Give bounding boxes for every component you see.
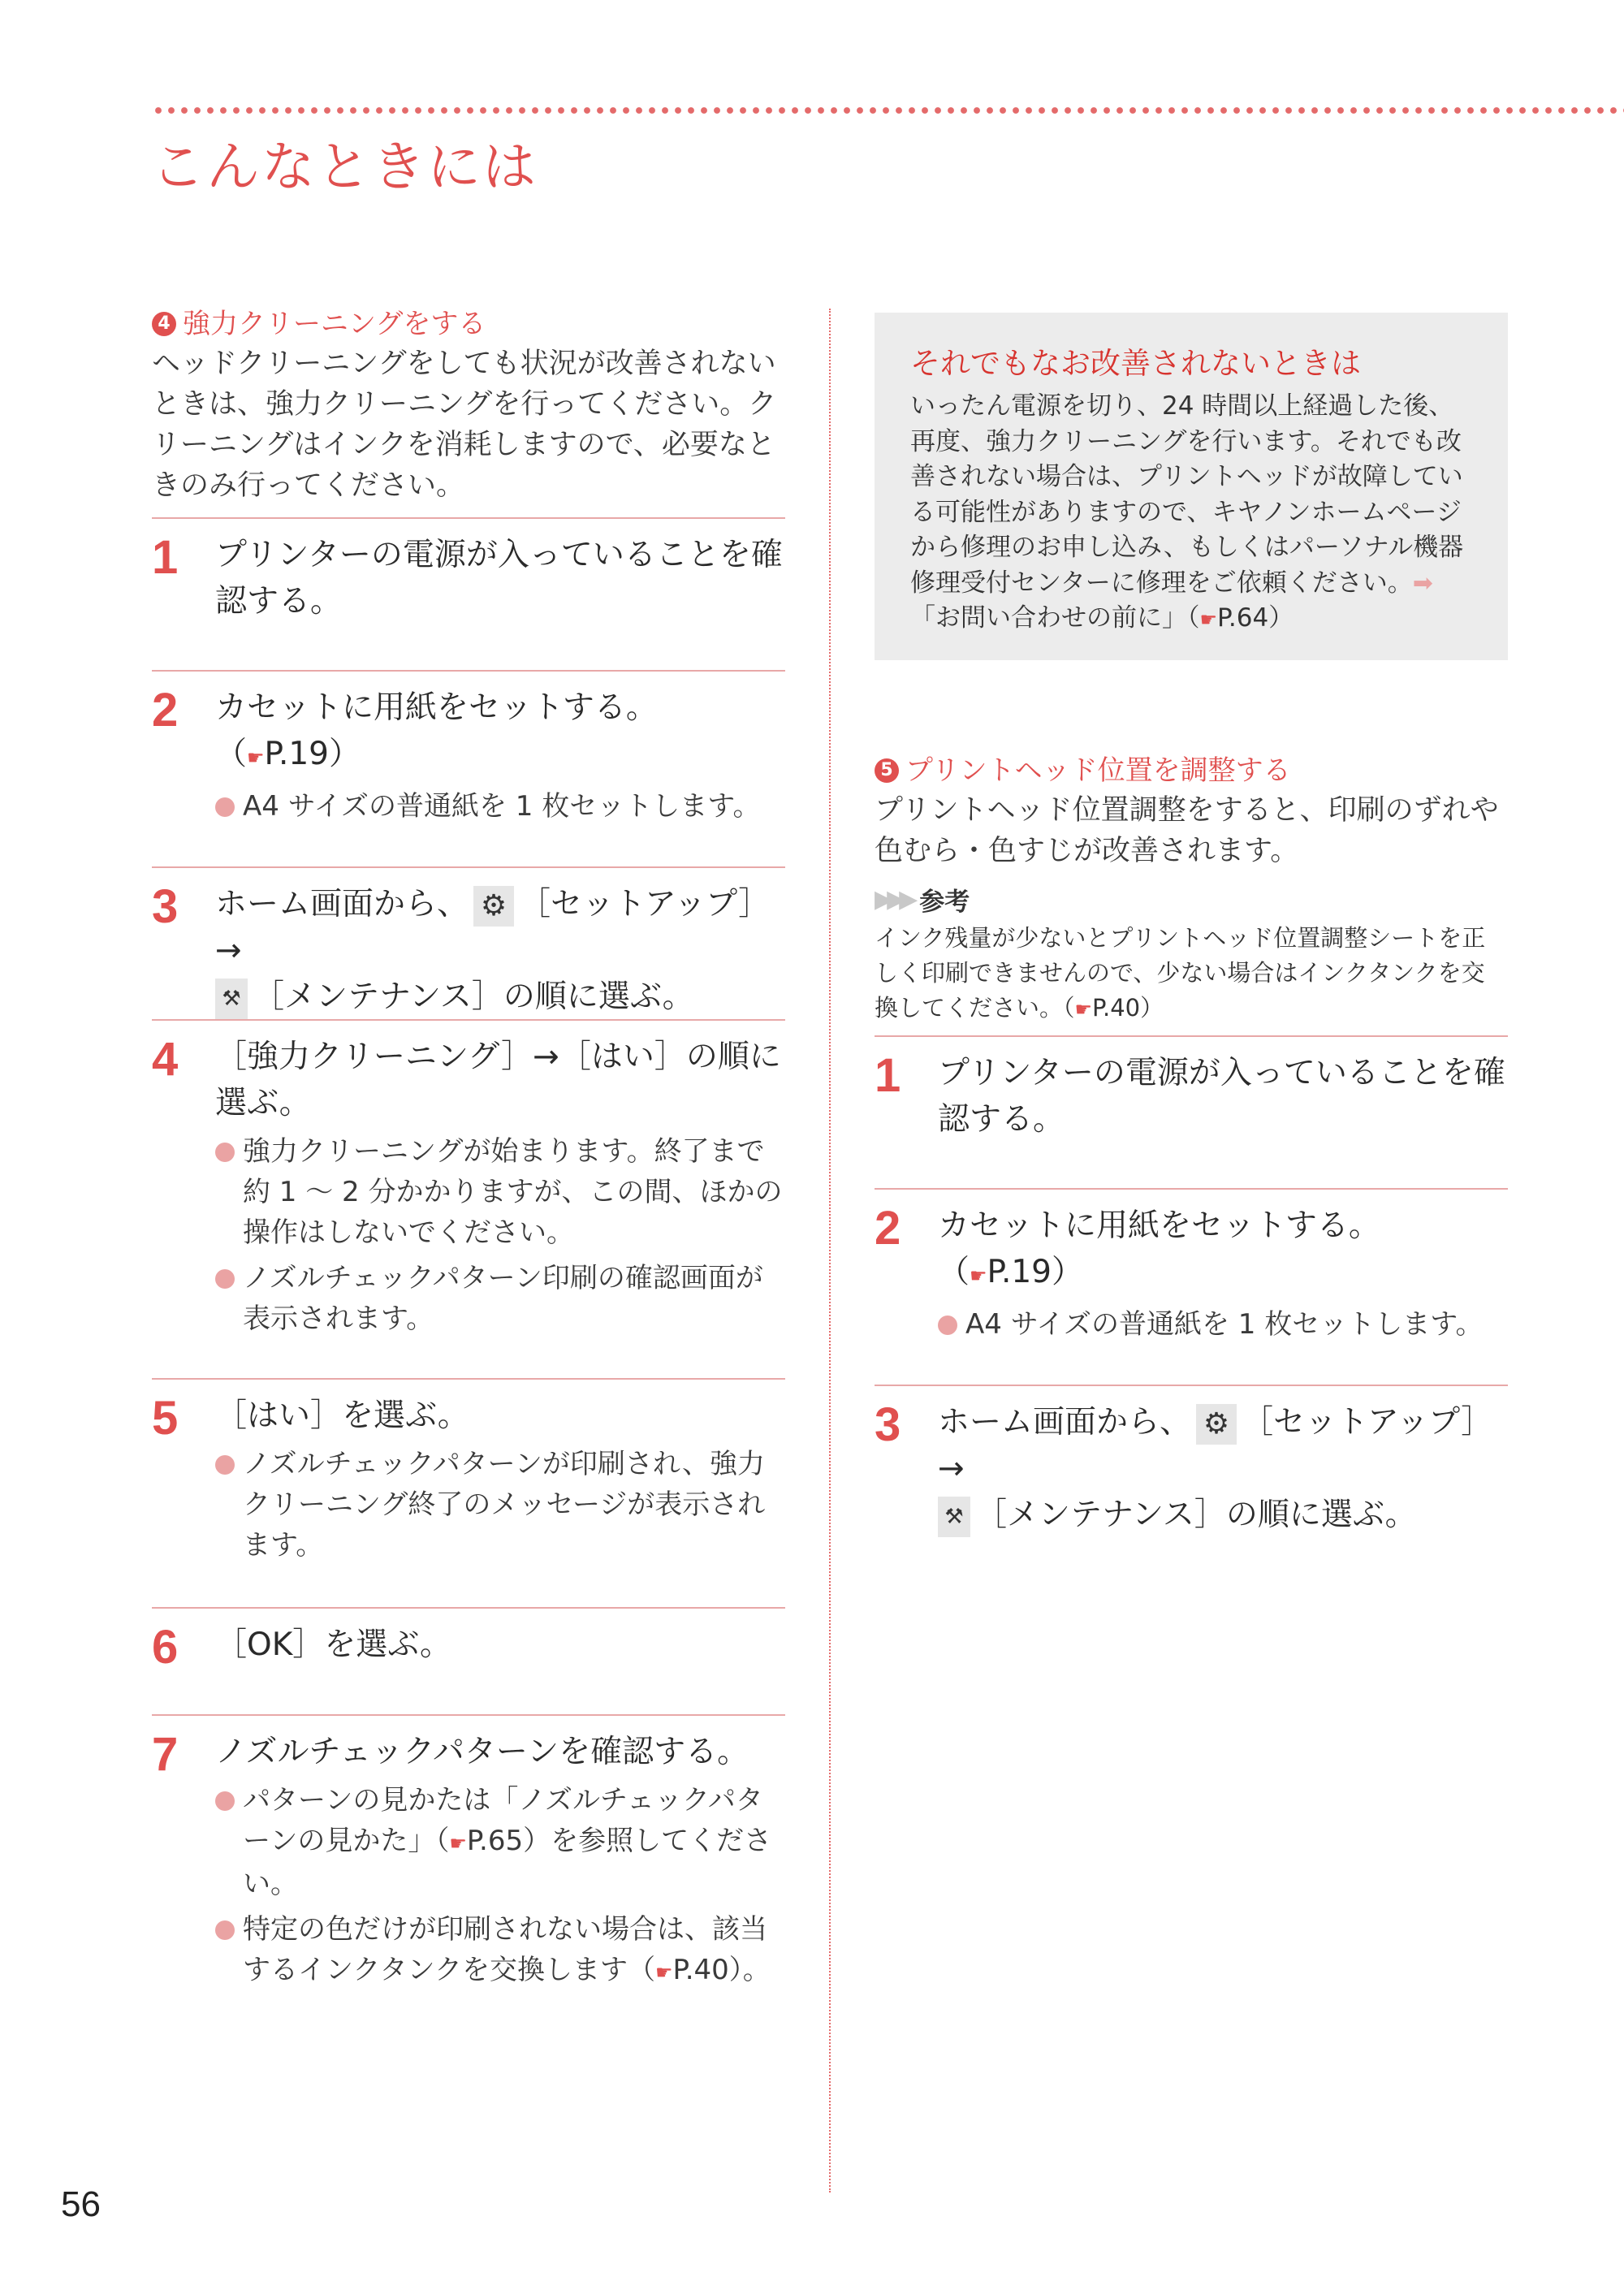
step-text: ［OK］を選ぶ。 bbox=[215, 1627, 452, 1663]
bullet-item: A4 サイズの普通紙を 1 枚セットします。 bbox=[938, 1304, 1508, 1345]
step-text: プリンターの電源が入っていることを確認する。 bbox=[215, 537, 783, 620]
page-ref-link[interactable]: P.19 bbox=[987, 1254, 1052, 1290]
bullet-item: 強力クリーニングが始まります。終了まで約 1 ～ 2 分かかりますが、この間、ほかの操作はしないでください。 bbox=[215, 1131, 785, 1253]
page-number: 56 bbox=[61, 2184, 101, 2224]
ref-open: （ bbox=[215, 736, 248, 772]
reference-note bbox=[875, 921, 1508, 1027]
section-intro: ヘッドクリーニングをしても状況が改善されないときは、強力クリーニングを行ってください。クリーニングはインクを消耗しますので、必要なときのみ行ってください。 bbox=[152, 348, 777, 502]
reference-note-text: インク残量が少ないとプリントヘッド位置調整シートを正しく印刷できませんので、少ない場合はインクタンクを交換してください。（ bbox=[875, 924, 1486, 1022]
pointer-icon: ☛ bbox=[1074, 998, 1093, 1021]
bullet-text: ）。 bbox=[728, 1954, 771, 1986]
step-number: 1 bbox=[152, 531, 179, 584]
ref-close: ） bbox=[1052, 1254, 1084, 1290]
ref-close: ） bbox=[329, 736, 361, 772]
page-ref-link[interactable]: P.40 bbox=[672, 1954, 729, 1986]
step-text: ［はい］を選ぶ。 bbox=[215, 1398, 469, 1434]
step-text bbox=[215, 672, 785, 781]
tools-icon: ⚒ bbox=[215, 979, 248, 1019]
pointer-icon: ☛ bbox=[449, 1832, 467, 1855]
arrow-right-icon: ➡ bbox=[1412, 568, 1433, 598]
note-box bbox=[875, 313, 1508, 660]
section-number-badge: 4 bbox=[152, 312, 176, 336]
bullet-item bbox=[215, 1909, 785, 1993]
page-ref-link[interactable]: P.19 bbox=[264, 736, 329, 772]
section-title: 強力クリーニングをする bbox=[183, 308, 486, 340]
step-7 bbox=[152, 1714, 785, 2041]
bullet-item: A4 サイズの普通紙を 1 枚セットします。 bbox=[215, 786, 785, 827]
bullet-text: 特定の色だけが印刷されない場合は、該当するインクタンクを交換します（ bbox=[243, 1913, 767, 1986]
step-text bbox=[215, 868, 785, 1020]
reference-label: 参考 bbox=[919, 888, 970, 917]
section-number-badge: 5 bbox=[875, 758, 899, 783]
note-box-body: いったん電源を切り、24 時間以上経過した後、再度、強力クリーニングを行います。それでも改善されない場合は、プリントヘッドが故障している可能性がありますので、キヤノンホームページから修理のお申し込み、もしくはパーソナル機器修理受付センターに修理をご依頼ください。 bbox=[910, 391, 1464, 598]
note-box-text bbox=[910, 389, 1472, 638]
step-6 bbox=[152, 1607, 785, 1714]
gear-icon: ⚙ bbox=[473, 886, 514, 927]
step-text-part: ［メンテナンス］の順に選ぶ。 bbox=[253, 979, 694, 1015]
step-text-part: ［メンテナンス］の順に選ぶ。 bbox=[975, 1497, 1417, 1533]
step-2 bbox=[875, 1188, 1508, 1385]
ref-open: （ bbox=[938, 1254, 970, 1290]
step-2 bbox=[152, 670, 785, 866]
step-number: 5 bbox=[152, 1392, 179, 1445]
step-1 bbox=[875, 1035, 1508, 1188]
step-text-main: カセットに用紙をセットする。 bbox=[938, 1207, 1380, 1244]
bullet-item bbox=[215, 1780, 785, 1904]
section-intro: プリントヘッド位置調整をすると、印刷のずれや色むら・色すじが改善されます。 bbox=[875, 794, 1499, 867]
section-title: プリントヘッド位置を調整する bbox=[905, 754, 1291, 787]
step-number: 4 bbox=[152, 1033, 179, 1086]
note-box-title: それでもなお改善されないときは bbox=[910, 346, 1361, 381]
step-text-part: ［セットアップ］→ bbox=[215, 886, 771, 969]
reference-heading bbox=[875, 881, 1508, 918]
page-ref-link[interactable]: P.40 bbox=[1092, 994, 1141, 1022]
bullet-item: ノズルチェックパターン印刷の確認画面が表示されます。 bbox=[215, 1258, 785, 1339]
right-column bbox=[875, 751, 1508, 1537]
note-box-body: 「お問い合わせの前に」（ bbox=[910, 603, 1200, 633]
note-box-body: ） bbox=[1268, 603, 1294, 633]
step-text: プリンターの電源が入っていることを確認する。 bbox=[938, 1055, 1505, 1138]
bullet-text: パターンの見かたは「ノズルチェックパターンの見かた」（ bbox=[243, 1784, 763, 1857]
left-column bbox=[152, 305, 785, 2041]
step-text-part: ［セットアップ］→ bbox=[938, 1404, 1493, 1487]
step-text: ノズルチェックパターンを確認する。 bbox=[215, 1734, 749, 1770]
section-heading-4 bbox=[152, 305, 785, 343]
step-number: 2 bbox=[152, 684, 179, 737]
pointer-icon: ☛ bbox=[970, 1264, 987, 1287]
pointer-icon: ☛ bbox=[247, 746, 265, 769]
pointer-icon: ☛ bbox=[654, 1961, 673, 1984]
step-text: ［強力クリーニング］→［はい］の順に選ぶ。 bbox=[215, 1039, 781, 1121]
pointer-icon: ☛ bbox=[1199, 608, 1218, 631]
step-number: 1 bbox=[875, 1049, 901, 1102]
step-number: 3 bbox=[152, 880, 179, 933]
bullet-text: ）を参照してください。 bbox=[243, 1825, 772, 1900]
step-3 bbox=[152, 866, 785, 1019]
page-ref-link[interactable]: P.65 bbox=[466, 1825, 524, 1857]
step-number: 7 bbox=[152, 1728, 179, 1781]
step-text-part: ホーム画面から、 bbox=[215, 886, 469, 922]
step-number: 2 bbox=[875, 1202, 901, 1255]
step-3 bbox=[875, 1385, 1508, 1537]
chevrons-icon: ▶▶▶ bbox=[875, 885, 912, 914]
reference-note-text: ） bbox=[1140, 994, 1164, 1022]
section-heading-5 bbox=[875, 751, 1508, 790]
step-4 bbox=[152, 1019, 785, 1378]
step-text bbox=[938, 1190, 1508, 1299]
tools-icon: ⚒ bbox=[938, 1497, 970, 1537]
step-text-main: カセットに用紙をセットする。 bbox=[215, 689, 658, 726]
step-text-part: ホーム画面から、 bbox=[938, 1404, 1192, 1441]
page-title: こんなときには bbox=[151, 136, 538, 198]
step-5 bbox=[152, 1378, 785, 1607]
step-number: 3 bbox=[875, 1398, 901, 1451]
step-text bbox=[938, 1386, 1508, 1538]
column-divider bbox=[829, 309, 831, 2192]
gear-icon: ⚙ bbox=[1196, 1404, 1237, 1445]
step-number: 6 bbox=[152, 1621, 179, 1674]
step-1 bbox=[152, 517, 785, 670]
dotted-rule bbox=[152, 106, 1624, 114]
page-ref-link[interactable]: P.64 bbox=[1217, 603, 1269, 633]
bullet-item: ノズルチェックパターンが印刷され、強力クリーニング終了のメッセージが表示されます。 bbox=[215, 1444, 785, 1566]
